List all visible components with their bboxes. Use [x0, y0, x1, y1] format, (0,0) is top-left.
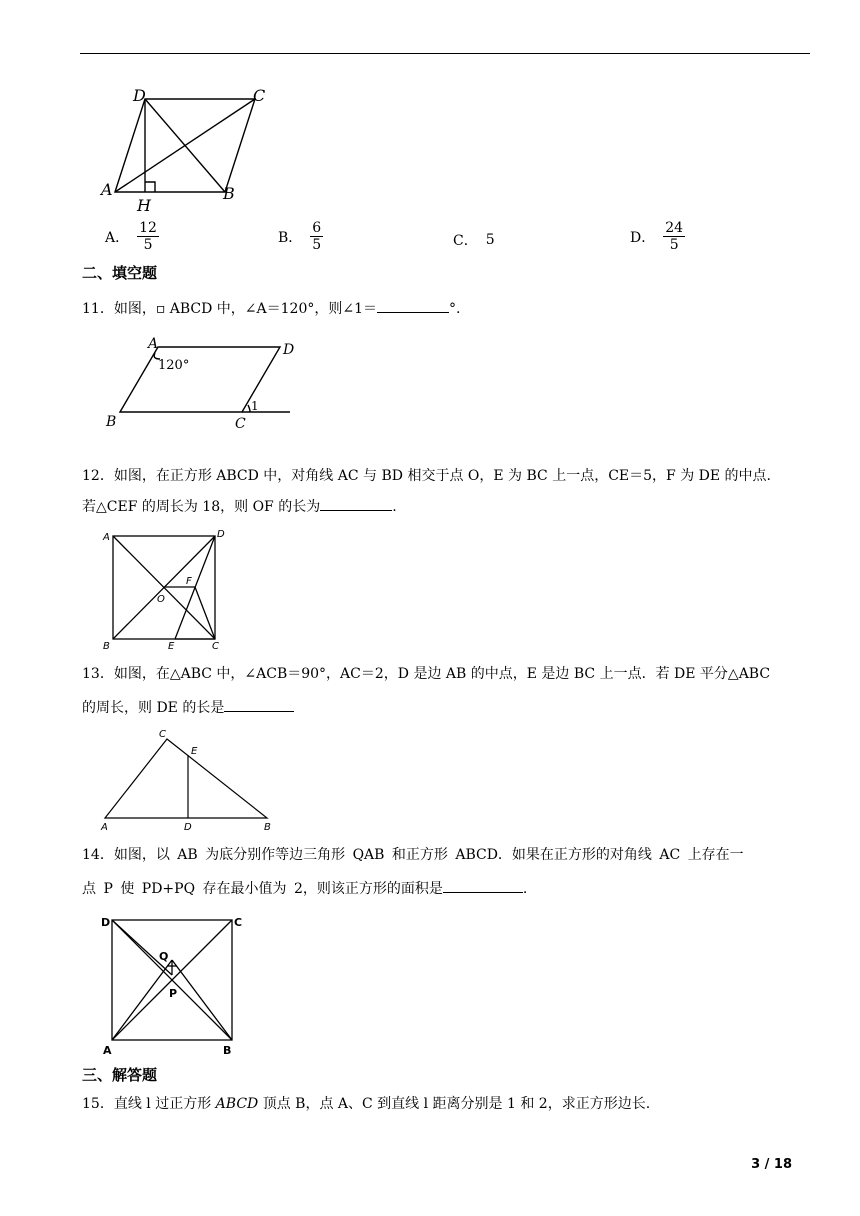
question-14-line2: 点 P 使 PD+PQ 存在最小值为 2，则该正方形的面积是 . [82, 878, 527, 899]
question-13-line2: 的周长，则 DE 的长是 [82, 697, 294, 718]
option-d-fraction: $\frac{24}{5}$ [665, 220, 684, 253]
answer-blank-12[interactable] [320, 496, 392, 511]
label-C: C [234, 916, 243, 929]
page-number: 3 / 18 [751, 1157, 792, 1172]
label-A: A [101, 180, 113, 199]
label-C: C [253, 86, 266, 105]
question-15: 15．直线 l 过正方形 ABCD 顶点 B，点 A、C 到直线 l 距离分别是 1 和 2，求正方形边长. [82, 1096, 651, 1112]
figure-q12 [100, 528, 235, 653]
label-A: A [103, 532, 110, 543]
figure-q11 [100, 335, 300, 435]
label-F: F [186, 576, 192, 587]
label-B: B [223, 184, 235, 203]
label-P: P [169, 987, 178, 1000]
label-D: D [101, 916, 111, 929]
section-heading-fill-blank: 二、填空题 [82, 264, 158, 282]
label-H: H [137, 196, 151, 215]
option-d-label: D． [630, 229, 656, 246]
question-11: 11．如图，▫ ABCD 中，∠A＝120°，则∠1＝ °. [82, 298, 460, 319]
question-12-line1: 12．如图，在正方形 ABCD 中，对角线 AC 与 BD 相交于点 O，E 为 BC 上一点，CE＝5，F 为 DE 的中点. [82, 468, 771, 484]
label-angle-1: 1 [251, 399, 259, 413]
option-b-fraction: $\frac{6}{5}$ [312, 220, 322, 253]
option-b[interactable] [278, 220, 323, 253]
label-A: A [103, 1044, 112, 1057]
label-Q: Q [159, 950, 169, 963]
label-C: C [159, 729, 166, 740]
label-E: E [191, 746, 198, 757]
figure-q10 [95, 85, 285, 215]
figure-q14 [97, 910, 247, 1058]
label-B: B [106, 414, 117, 430]
label-D: D [133, 86, 146, 105]
label-D: D [283, 342, 295, 358]
question-12-line2: 若△CEF 的周长为 18，则 OF 的长为 . [82, 496, 397, 517]
label-C: C [235, 416, 246, 432]
label-C: C [212, 641, 219, 652]
option-a-label: A． [105, 229, 130, 246]
option-a-fraction: $\frac{12}{5}$ [139, 220, 157, 253]
label-A: A [148, 336, 159, 352]
answer-blank-13[interactable] [224, 697, 294, 712]
label-O: O [157, 594, 165, 605]
option-a[interactable] [105, 220, 159, 253]
label-E: E [168, 641, 175, 652]
figure-q13 [97, 725, 282, 835]
option-c-value: 5 [485, 232, 495, 248]
option-b-label: B． [278, 229, 303, 246]
header-rule [80, 53, 810, 54]
label-B: B [223, 1044, 232, 1057]
option-c-label: C． [453, 233, 478, 249]
option-d[interactable] [630, 220, 685, 253]
question-14-line1: 14．如图，以 AB 为底分别作等边三角形 QAB 和正方形 ABCD．如果在正方形的对角线 AC 上存在一 [82, 847, 744, 863]
label-D: D [184, 822, 192, 833]
answer-blank-11[interactable] [377, 298, 449, 313]
answer-blank-14[interactable] [443, 878, 523, 893]
label-angle-120: 120° [158, 358, 190, 373]
label-B: B [264, 822, 271, 833]
option-c[interactable] [453, 230, 495, 250]
section-heading-solutions: 三、解答题 [82, 1066, 158, 1084]
label-B: B [103, 641, 110, 652]
question-13-line1: 13．如图，在△ABC 中，∠ACB＝90°，AC＝2，D 是边 AB 的中点，E 是边 BC 上一点．若 DE 平分△ABC [82, 666, 771, 682]
label-D: D [217, 529, 225, 540]
label-A: A [101, 822, 108, 833]
